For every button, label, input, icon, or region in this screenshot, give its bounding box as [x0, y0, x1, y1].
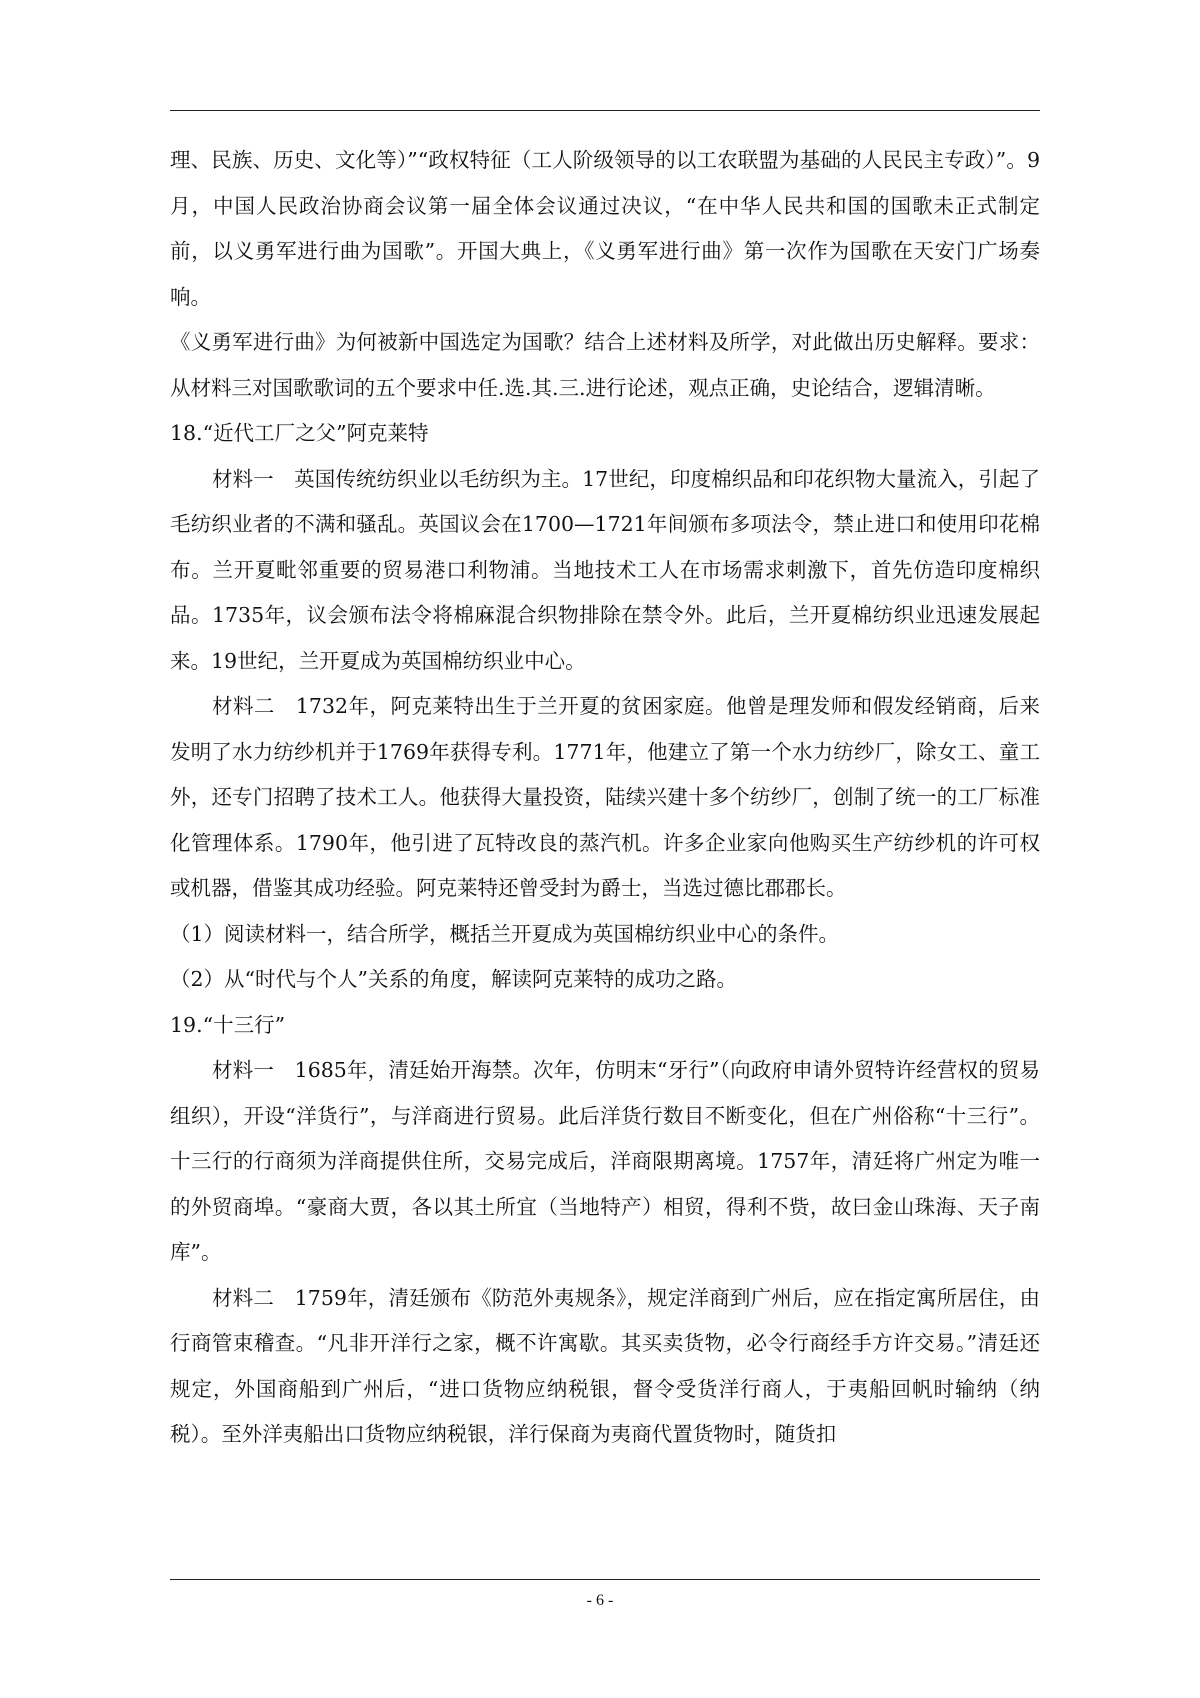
question-19-title: 19.“十三行” [170, 1012, 286, 1037]
page-body [170, 138, 1040, 1458]
question-18-subquestion-2: （2）从“时代与个人”关系的角度，解读阿克莱特的成功之路。 [170, 967, 738, 991]
question-18-material-1: 材料一 英国传统纺织业以毛纺织为主。17世纪，印度棉织品和印花织物大量流入，引起了毛纺织业者的不满和骚乱。英国议会在1700—1721年间颁布多项法令，禁止进口和使用印花棉布。兰开夏毗邻重要的贸易港口利物浦。当地技术工人在市场需求刺激下，首先仿造印度棉织品。1735年，议会颁布法令将棉麻混合织物排除在禁令外。此后，兰开夏棉纺织业迅速发展起来。19世纪，兰开夏成为英国棉纺织业中心。 [170, 466, 1040, 673]
continuation-paragraph: 理、民族、历史、文化等）”“政权特征（工人阶级领导的以工农联盟为基础的人民民主专政）”。9月，中国人民政治协商会议第一届全体会议通过决议，“在中华人民共和国的国歌未正式制定前，以义勇军进行曲为国歌”。开国大典上，《义勇军进行曲》第一次作为国歌在天安门广场奏响。 [170, 148, 1040, 309]
question-19-material-1: 材料一 1685年，清廷始开海禁。次年，仿明末“牙行”（向政府申请外贸特许经营权的贸易组织），开设“洋货行”，与洋商进行贸易。此后洋货行数目不断变化，但在广州俗称“十三行”。十三行的行商须为洋商提供住所，交易完成后，洋商限期离境。1757年，清廷将广州定为唯一的外贸商埠。“豪商大贾，各以其土所宜（当地特产）相贸，得利不赀，故曰金山珠海、天子南库”。 [170, 1058, 1040, 1264]
question-18-subquestion-1: （1）阅读材料一，结合所学，概括兰开夏成为英国棉纺织业中心的条件。 [170, 921, 840, 946]
page-number: - 6 - [586, 1592, 614, 1609]
question-18-title: 18.“近代工厂之父”阿克莱特 [170, 421, 429, 445]
question-17-prompt: 《义勇军进行曲》为何被新中国选定为国歌？结合上述材料及所学，对此做出历史解释。要求：从材料三对国歌歌词的五个要求中任.选.其.三.进行论述，观点正确，史论结合，逻辑清晰。 [170, 330, 1040, 400]
question-18-material-2: 材料二 1732年，阿克莱特出生于兰开夏的贫困家庭。他曾是理发师和假发经销商，后来发明了水力纺纱机并于1769年获得专利。1771年，他建立了第一个水力纺纱厂，除女工、童工外，还专门招聘了技术工人。他获得大量投资，陆续兴建十多个纺纱厂，创制了统一的工厂标准化管理体系。1790年，他引进了瓦特改良的蒸汽机。许多企业家向他购买生产纺纱机的许可权或机器，借鉴其成功经验。阿克莱特还曾受封为爵士，当选过德比郡郡长。 [170, 694, 1040, 900]
footer-rule [170, 1579, 1040, 1580]
question-19-material-2: 材料二 1759年，清廷颁布《防范外夷规条》，规定洋商到广州后，应在指定寓所居住，由行商管束稽查。“凡非开洋行之家，概不许寓歇。其买卖货物，必令行商经手方许交易。”清廷还规定，外国商船到广州后，“进口货物应纳税银，督令受货洋行商人，于夷船回帆时输纳（纳税）。至外洋夷船出口货物应纳税银，洋行保商为夷商代置货物时，随货扣 [170, 1285, 1040, 1446]
header-rule [170, 110, 1040, 111]
